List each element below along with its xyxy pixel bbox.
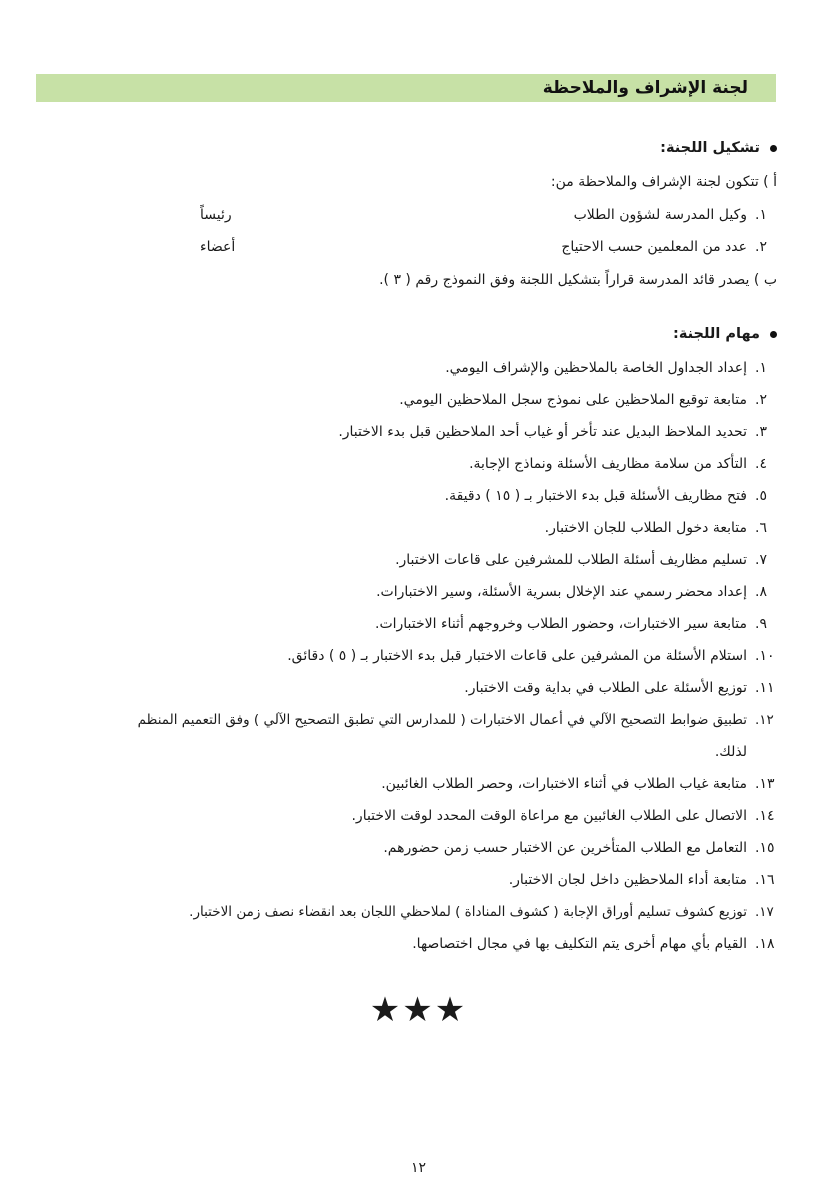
task-text: متابعة توقيع الملاحظين على نموذج سجل الملاحظين اليومي. [399, 392, 747, 408]
task-item [287, 646, 777, 666]
member-role: رئيساً [200, 207, 232, 223]
task-item [412, 934, 777, 954]
task-item [189, 902, 777, 922]
task-text: متابعة سير الاختبارات، وحضور الطلاب وخروجهم أثناء الاختبارات. [375, 616, 747, 632]
tasks-title: مهام اللجنة: [673, 326, 760, 342]
task-item [445, 486, 777, 506]
task-number: ٦. [755, 520, 767, 536]
task-text: متابعة دخول الطلاب للجان الاختبار. [544, 520, 747, 536]
task-text: الاتصال على الطلاب الغائبين مع مراعاة الوقت المحدد لوقت الاختبار. [351, 808, 747, 824]
task-text: توزيع الأسئلة على الطلاب في بداية وقت الاختبار. [464, 680, 747, 696]
formation-heading [660, 140, 777, 156]
task-text: توزيع كشوف تسليم أوراق الإجابة ( كشوف المناداة ) لملاحظي اللجان بعد انقضاء نصف زمن الاختبار. [189, 904, 747, 920]
task-text: متابعة أداء الملاحظين داخل لجان الاختبار. [508, 872, 747, 888]
task-item [469, 454, 777, 474]
formation-intro: أ ) تتكون لجنة الإشراف والملاحظة من: [550, 174, 777, 190]
task-number: ٨. [755, 584, 767, 600]
member-number: ٢. [755, 239, 767, 255]
task-item [138, 710, 777, 730]
task-item [509, 870, 777, 890]
task-text: فتح مظاريف الأسئلة قبل بدء الاختبار بـ ( ١٥ ) دقيقة. [444, 488, 747, 504]
task-item [375, 614, 777, 634]
member-number: ١. [755, 207, 767, 223]
task-text: تحديد الملاحظ البديل عند تأخر أو غياب أحد الملاحظين قبل بدء الاختبار. [338, 424, 747, 440]
task-item-continuation: لذلك. [714, 744, 747, 760]
task-item [445, 358, 777, 378]
tasks-heading [673, 326, 777, 342]
task-item [338, 422, 777, 442]
member-item [561, 237, 777, 257]
task-number: ١٢. [755, 712, 774, 728]
task-text: متابعة غياب الطلاب في أثناء الاختبارات، وحصر الطلاب الغائبين. [381, 776, 747, 792]
member-item [574, 205, 777, 225]
task-item [383, 838, 777, 858]
task-number: ١٠. [755, 648, 775, 664]
task-number: ١٦. [755, 872, 775, 888]
page-number: ١٢ [410, 1160, 427, 1176]
member-role: أعضاء [200, 239, 236, 255]
task-number: ١٨. [755, 936, 775, 952]
task-text: التأكد من سلامة مظاريف الأسئلة ونماذج الإجابة. [469, 456, 747, 472]
task-number: ١٣. [755, 776, 775, 792]
bullet-icon [770, 145, 777, 152]
bullet-icon [770, 331, 777, 338]
task-number: ١١. [755, 680, 775, 696]
task-text: تسليم مظاريف أسئلة الطلاب للمشرفين على قاعات الاختبار. [395, 552, 747, 568]
star-separator: ★★★ [369, 990, 468, 1030]
task-number: ٢. [755, 392, 767, 408]
task-item [351, 806, 777, 826]
task-number: ٣. [755, 424, 767, 440]
task-item [545, 518, 777, 538]
task-item [376, 582, 777, 602]
task-number: ٩. [755, 616, 767, 632]
task-item [381, 774, 777, 794]
formation-note: ب ) يصدر قائد المدرسة قراراً بتشكيل اللجنة وفق النموذج رقم ( ٣ ). [379, 272, 777, 288]
task-number: ٤. [755, 456, 767, 472]
task-number: ١٤. [755, 808, 775, 824]
task-text: استلام الأسئلة من المشرفين على قاعات الاختبار قبل بدء الاختبار بـ ( ٥ ) دقائق. [287, 648, 747, 664]
task-text: تطبيق ضوابط التصحيح الآلي في أعمال الاختبارات ( للمدارس التي تطبق التصحيح الآلي ) وفق التعميم المنظم [137, 712, 747, 728]
task-text: التعامل مع الطلاب المتأخرين عن الاختبار حسب زمن حضورهم. [383, 840, 747, 856]
task-number: ٥. [755, 488, 767, 504]
section-header-title: لجنة الإشراف والملاحظة [542, 78, 748, 98]
member-text: وكيل المدرسة لشؤون الطلاب [573, 207, 747, 223]
section-header-bar [36, 74, 776, 102]
task-item [399, 390, 777, 410]
task-text: إعداد محضر رسمي عند الإخلال بسرية الأسئلة، وسير الاختبارات. [376, 584, 747, 600]
task-text: القيام بأي مهام أخرى يتم التكليف بها في مجال اختصاصها. [412, 936, 747, 952]
task-number: ١٥. [755, 840, 775, 856]
task-item [395, 550, 777, 570]
formation-title: تشكيل اللجنة: [660, 140, 760, 156]
task-number: ٧. [755, 552, 767, 568]
task-number: ١٧. [755, 904, 774, 920]
task-number: ١. [755, 360, 767, 376]
task-text: إعداد الجداول الخاصة بالملاحظين والإشراف اليومي. [445, 360, 747, 376]
task-item [464, 678, 777, 698]
member-text: عدد من المعلمين حسب الاحتياج [561, 239, 747, 255]
